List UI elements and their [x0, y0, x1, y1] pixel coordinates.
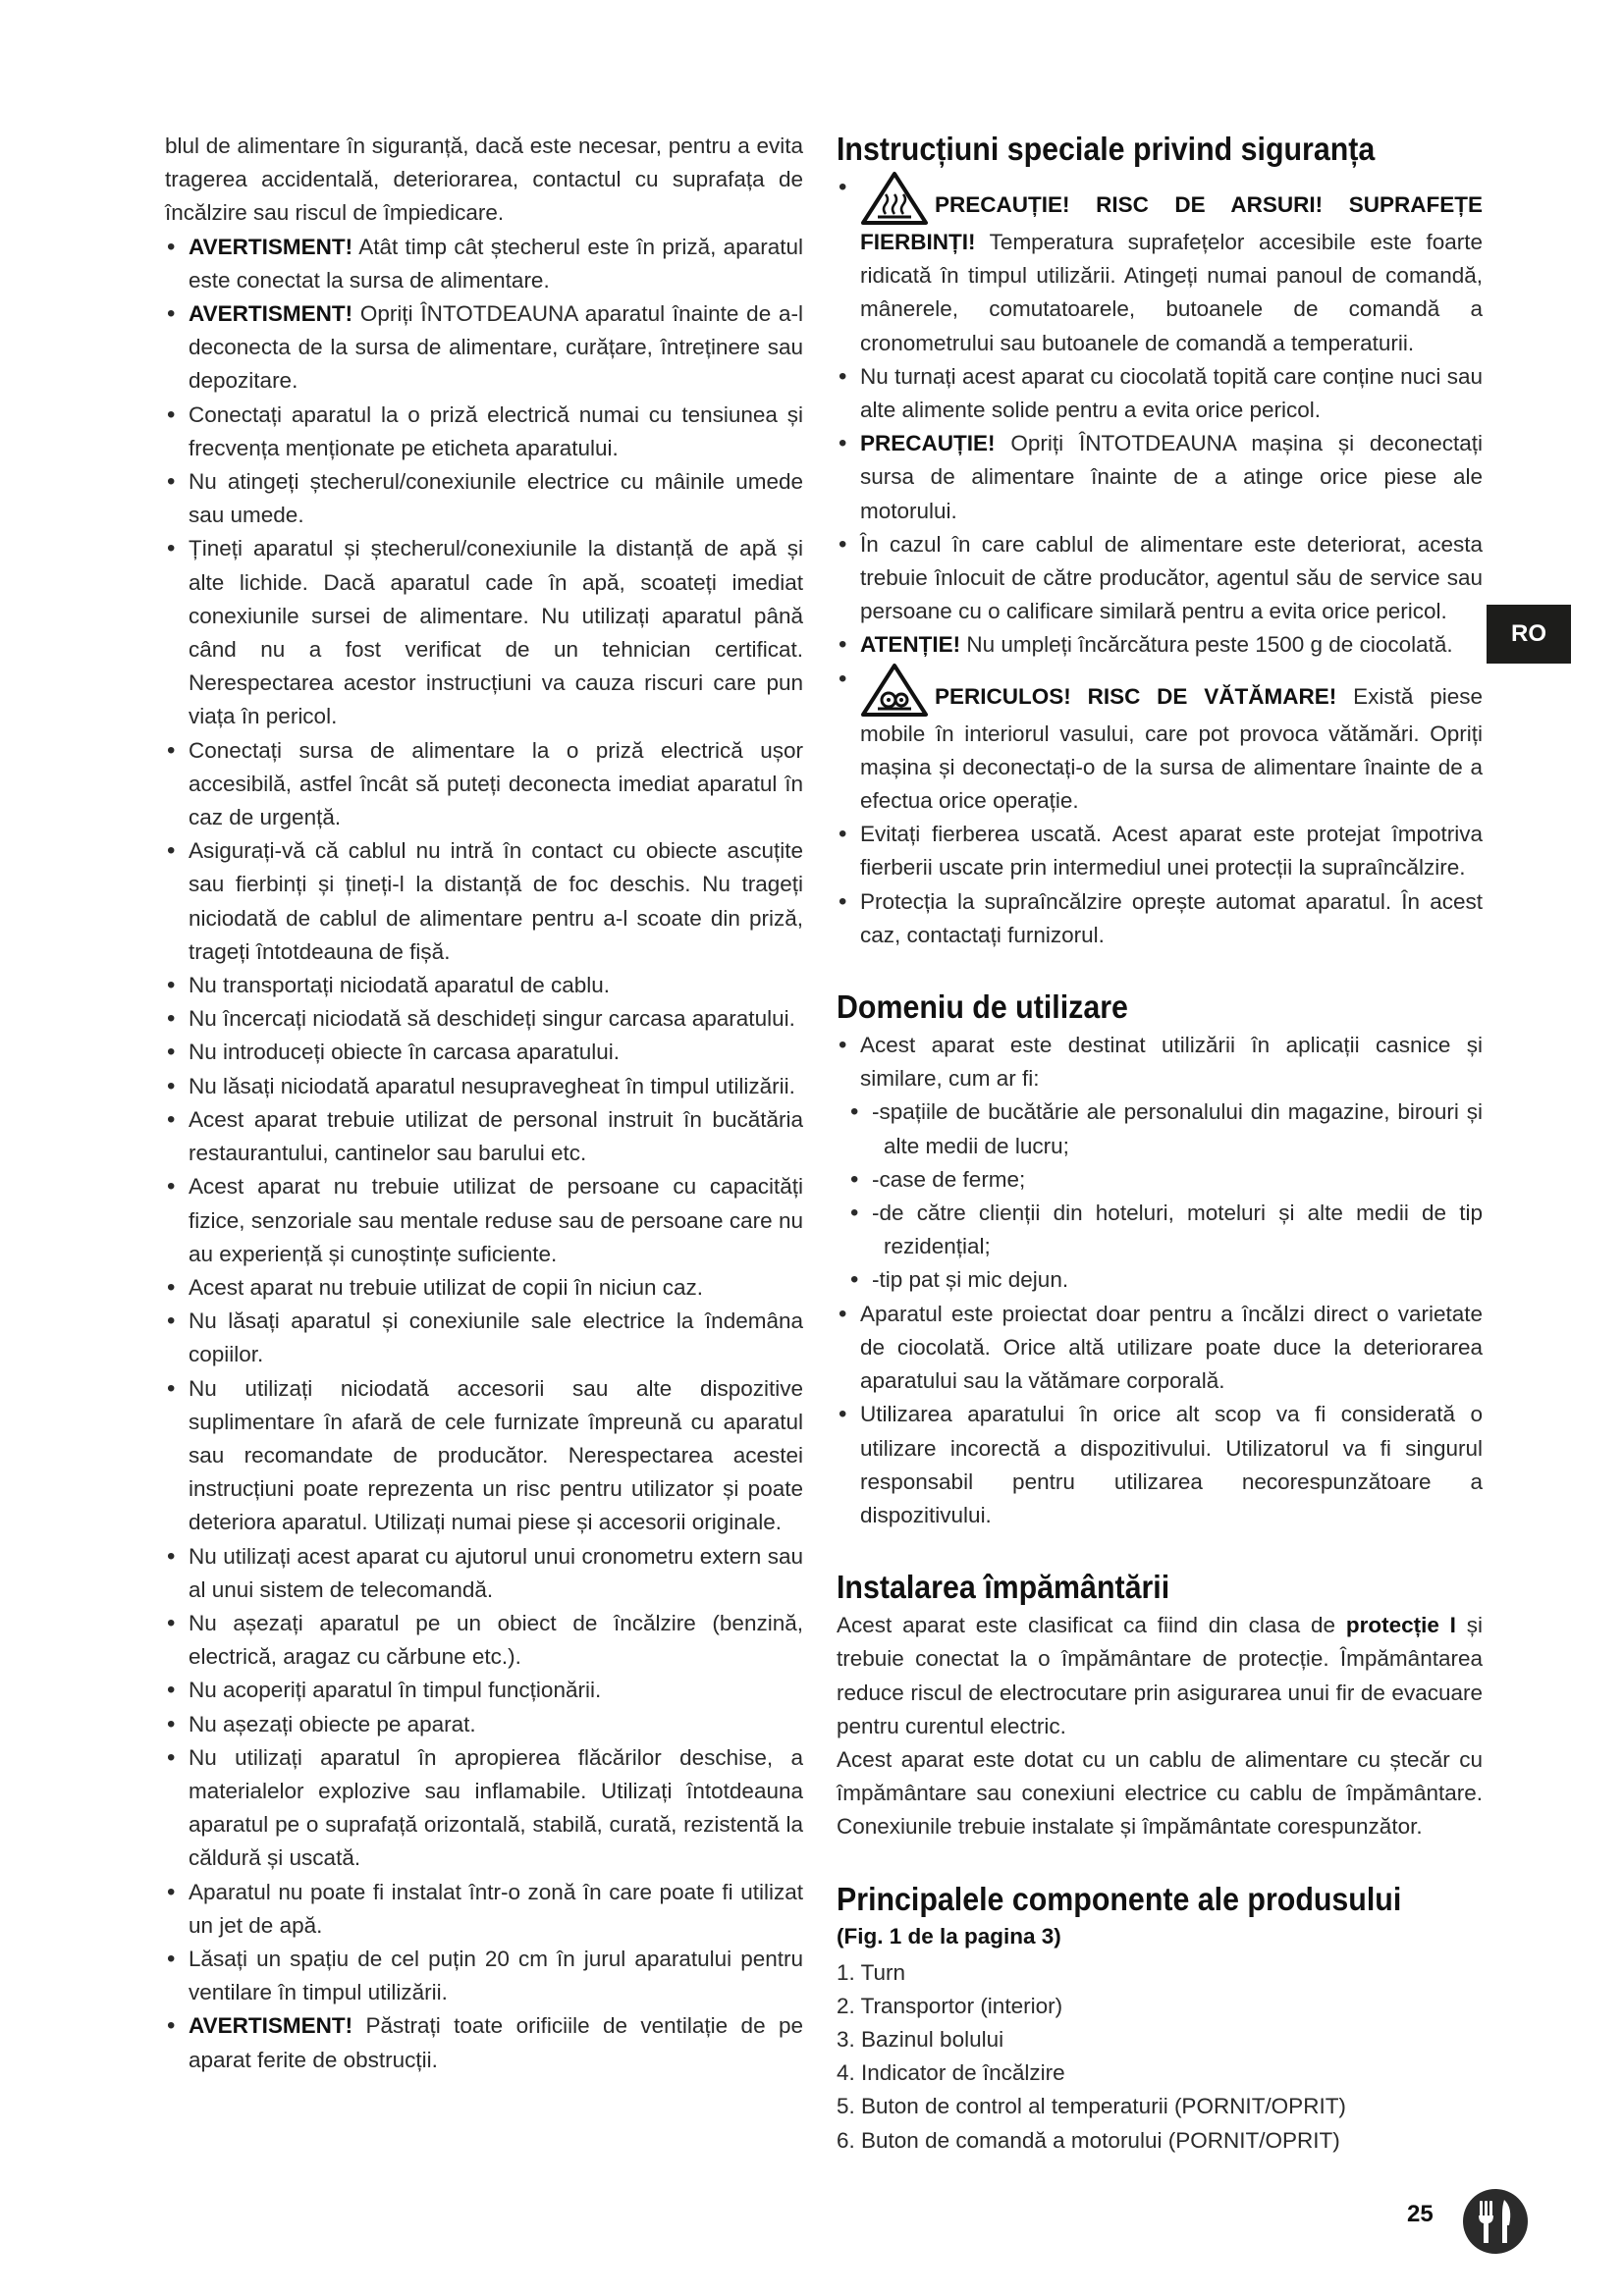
list-item: • Conectați aparatul la o priză electrică numai cu tensiunea și frecvența menționate pe eticheta aparatului.	[165, 399, 803, 465]
usage-sublist	[860, 1095, 1483, 1297]
list-item: • PRECAUȚIE! RISC DE ARSURI! SUPRAFEȚE FIERBINȚI! Temperatura suprafețelor accesibile este foarte ridicată în timpul utilizării. Atingeți numai panoul de comandă, mânerele, comutatoarele, butoanele de comandă a cronometrului sau butoanele de comandă a temperaturii.	[837, 171, 1483, 360]
list-item: • Nu încercați niciodată să deschideți singur carcasa aparatului.	[165, 1002, 803, 1036]
list-item: • Nu lăsați niciodată aparatul nesupravegheat în timpul utilizării.	[165, 1070, 803, 1103]
figure-reference: (Fig. 1 de la pagina 3)	[837, 1923, 1061, 1949]
list-item: • Nu introduceți obiecte în carcasa aparatului.	[165, 1036, 803, 1069]
list-item: • PERICULOS! RISC DE VĂTĂMARE! Există piese mobile în interiorul vasului, care pot provoca vătămări. Opriți mașina și deconectați-o de la sursa de alimentare înainte de a efectua orice operație.	[837, 663, 1483, 819]
list-item: • AVERTISMENT! Opriți ÎNTOTDEAUNA aparatul înainte de a-l deconecta de la sursa de alimentare, curățare, întreținere sau depozitare.	[165, 297, 803, 399]
earthing-paragraph-2: Acest aparat este dotat cu un cablu de alimentare cu ștecăr cu împământare sau conexiuni electrice cu cablu de împământare. Conexiunile trebuie instalate și împământate corespunzător.	[837, 1746, 1483, 1840]
list-item: • Acest aparat este destinat utilizării în aplicații casnice și similare, cum ar fi: • -spațiile de bucătărie ale personalului din magazine, birouri și alte medii de lucru; • -case de ferme; • -de către clienții din hoteluri, moteluri și alte medii de tip rezidențial; • -tip pat și mic dejun.	[837, 1029, 1483, 1298]
components-title: Principalele componente ale produsului	[837, 1880, 1402, 1917]
component-item: 1. Turn	[837, 1959, 906, 1985]
left-bullet-list	[165, 231, 803, 2077]
list-item: • Nu transportați niciodată aparatul de cablu.	[165, 969, 803, 1002]
safety-section	[837, 130, 1483, 952]
component-item: 2. Transportor (interior)	[837, 1993, 1063, 2018]
sub-item: • -case de ferme;	[860, 1163, 1483, 1197]
list-item: • Utilizarea aparatului în orice alt scop va fi considerată o utilizare incorectă a dispozitivului. Utilizatorul va fi singurul responsabil pentru utilizarea necorespunzătoare a dispozitivului.	[837, 1398, 1483, 1532]
list-item: • Protecția la supraîncălzire oprește automat aparatul. În acest caz, contactați furnizorul.	[837, 885, 1483, 952]
list-item: • AVERTISMENT! Atât timp cât ștecherul este în priză, aparatul este conectat la sursa de alimentare.	[165, 231, 803, 297]
component-item: 4. Indicator de încălzire	[837, 2060, 1065, 2086]
list-item: • Nu lăsați aparatul și conexiunile sale electrice la îndemâna copiilor.	[165, 1305, 803, 1371]
earthing-title: Instalarea împământării	[837, 1569, 1170, 1606]
component-item: 5. Buton de control al temperaturii (PORNIT/OPRIT)	[837, 2094, 1346, 2119]
sub-item: • -spațiile de bucătărie ale personalului din magazine, birouri și alte medii de lucru;	[860, 1095, 1483, 1162]
list-item: • Acest aparat nu trebuie utilizat de persoane cu capacități fizice, senzoriale sau mentale reduse sau de persoane care nu au experiență și cunoștințe suficiente.	[165, 1170, 803, 1271]
list-item: • Conectați sursa de alimentare la o priză electrică ușor accesibilă, astfel încât să puteți deconecta imediat aparatul în caz de urgență.	[165, 734, 803, 835]
language-tab: RO	[1487, 605, 1571, 664]
list-item: • Acest aparat trebuie utilizat de personal instruit în bucătăria restaurantului, cantinelor sau barului etc.	[165, 1103, 803, 1170]
list-item: • Nu așezați obiecte pe aparat.	[165, 1708, 803, 1741]
list-item: • ATENȚIE! Nu umpleți încărcătura peste 1500 g de ciocolată.	[837, 628, 1483, 662]
earthing-paragraph-1: Acest aparat este clasificat ca fiind din clasa de protecție I și trebuie conectat la o împământare de protecție. Împământarea reduce riscul de electrocutare prin asigurarea unui fir de evacuare pentru curentul electric.	[837, 1613, 1483, 1738]
list-item: • Aparatul este proiectat doar pentru a încălzi direct o varietate de ciocolată. Orice altă utilizare poate duce la deteriorarea aparatului sau la vătămare corporală.	[837, 1298, 1483, 1399]
list-item: • Asigurați-vă că cablul nu intră în contact cu obiecte ascuțite sau fierbinți și țineți-l la distanță de foc deschis. Nu trageți niciodată de cablul de alimentare pentru a-l scoate din priză, trageți întotdeauna de fișă.	[165, 834, 803, 969]
list-item: • Nu acoperiți aparatul în timpul funcționării.	[165, 1674, 803, 1707]
left-intro: blul de alimentare în siguranță, dacă este necesar, pentru a evita tragerea accidentală, deteriorarea, contactul cu suprafața de încălzire sau riscul de împiedicare.	[165, 133, 803, 226]
list-item: • Nu turnați acest aparat cu ciocolată topită care conține nuci sau alte alimente solide pentru a evita orice pericol.	[837, 360, 1483, 427]
list-item: • Nu așezați aparatul pe un obiect de încălzire (benzină, electrică, aragaz cu cărbune etc.).	[165, 1607, 803, 1674]
list-item: • În cazul în care cablul de alimentare este deteriorat, acesta trebuie înlocuit de către producător, agentul său de service sau persoane cu o calificare similară pentru a evita orice pericol.	[837, 528, 1483, 629]
list-item: • Nu utilizați niciodată accesorii sau alte dispozitive suplimentare în afară de cele furnizate împreună cu aparatul sau recomandate de producător. Nerespectarea acestei instrucțiuni poate reprezenta un risc pentru utilizator și poate deteriora aparatul. Utilizați numai piese și accesorii originale.	[165, 1372, 803, 1540]
sub-item: • -tip pat și mic dejun.	[860, 1263, 1483, 1297]
page-number: 25	[1407, 2201, 1434, 2227]
list-item: • Nu utilizați aparatul în apropierea flăcărilor deschise, a materialelor explozive sau inflamabile. Utilizați întotdeauna aparatul pe o suprafață orizontală, stabilă, curată, rezistentă la căldură și uscată.	[165, 1741, 803, 1876]
component-item: 6. Buton de comandă a motorului (PORNIT/OPRIT)	[837, 2127, 1340, 2153]
list-item: • Evitați fierberea uscată. Acest aparat este protejat împotriva fierberii uscate prin intermediul unei protecții la supraîncălzire.	[837, 818, 1483, 884]
list-item: • PRECAUȚIE! Opriți ÎNTOTDEAUNA mașina și deconectați sursa de alimentare înainte de a atinge orice piese ale motorului.	[837, 427, 1483, 528]
component-item: 3. Bazinul bolului	[837, 2026, 1004, 2052]
usage-section	[837, 988, 1483, 1532]
list-item: • AVERTISMENT! Păstrați toate orificiile de ventilație de pe aparat ferite de obstrucții.	[165, 2009, 803, 2076]
list-item: • Nu utilizați acest aparat cu ajutorul unui cronometru extern sau al unui sistem de telecomandă.	[165, 1540, 803, 1607]
cutlery-logo-icon	[1461, 2187, 1530, 2256]
list-item: • Lăsați un spațiu de cel puțin 20 cm în jurul aparatului pentru ventilare în timpul utilizării.	[165, 1943, 803, 2009]
left-column	[165, 130, 803, 2077]
usage-title: Domeniu de utilizare	[837, 988, 1128, 1026]
safety-title: Instrucțiuni speciale privind siguranța	[837, 131, 1376, 167]
earthing-section	[837, 1568, 1483, 1843]
list-item: • Aparatul nu poate fi instalat într-o zonă în care poate fi utilizat un jet de apă.	[165, 1876, 803, 1943]
list-item: • Acest aparat nu trebuie utilizat de copii în niciun caz.	[165, 1271, 803, 1305]
hot-surface-warning-icon	[860, 171, 929, 226]
right-column	[837, 130, 1483, 2193]
sub-item: • -de către clienții din hoteluri, moteluri și alte medii de tip rezidențial;	[860, 1197, 1483, 1263]
list-item: • Țineți aparatul și ștecherul/conexiunile la distanță de apă și alte lichide. Dacă aparatul cade în apă, scoateți imediat conexiunile sursei de alimentare. Nu utilizați aparatul până când nu a fost verificat de un tehnician certificat. Nerespectarea acestor instrucțiuni va cauza riscuri care pun viața în pericol.	[165, 532, 803, 733]
components-section	[837, 1880, 1483, 2158]
components-list	[837, 1956, 1483, 2158]
moving-parts-warning-icon	[860, 663, 929, 718]
list-item: • Nu atingeți ștecherul/conexiunile electrice cu mâinile umede sau umede.	[165, 465, 803, 532]
